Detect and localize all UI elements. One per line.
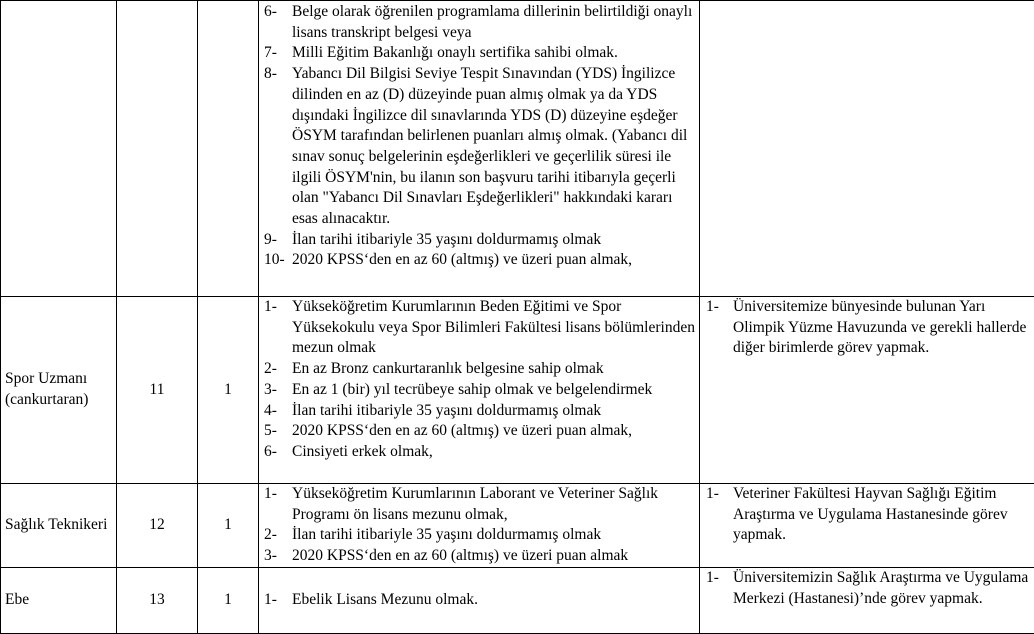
duties-cell [700,484,1034,568]
list-item: 1- Yükseköğretim Kurumlarının Laborant ve Veteriner Sağlık Programı ön lisans mezunu olmak, [259,484,699,525]
list-item: 9- İlan tarihi itibariyle 35 yaşını doldurmamış olmak [259,230,699,251]
position-count-cell: 1 [198,568,259,634]
position-code-cell: 13 [117,568,198,634]
position-code-cell: 11 [117,297,198,484]
table-row [1,1,1034,297]
list-item: 1- Üniversitemize bünyesinde bulunan Yarı Olimpik Yüzme Havuzunda ve gerekli hallerde diğer birimlerde görev yapmak. [700,297,1034,359]
duties-cell [700,568,1034,634]
list-item: 10- 2020 KPSS‘den en az 60 (altmış) ve üzeri puan almak, [259,250,699,271]
requirements-cell [259,484,700,568]
list-item: 4- İlan tarihi itibariyle 35 yaşını doldurmamış olmak [259,401,699,422]
position-title-cell [1,1,117,297]
position-code-cell [117,1,198,297]
requirements-cell [259,1,700,297]
position-count-cell: 1 [198,297,259,484]
position-title-cell: Ebe [1,568,117,634]
duties-cell [700,1,1034,297]
position-title-cell: Spor Uzmanı (cankurtaran) [1,297,117,484]
list-item: 1- Veteriner Fakültesi Hayvan Sağlığı Eğitim Araştırma ve Uygulama Hastanesinde görev yapmak. [700,484,1034,546]
requirements-cell [259,297,700,484]
list-item: 7- Milli Eğitim Bakanlığı onaylı sertifika sahibi olmak. [259,43,699,64]
list-item: 1- Üniversitemizin Sağlık Araştırma ve Uygulama Merkezi (Hastanesi)’nde görev yapmak. [700,568,1034,609]
table-row [1,297,1034,484]
table-row [1,568,1034,634]
position-title-cell: Sağlık Teknikeri [1,484,117,568]
list-item: 8- Yabancı Dil Bilgisi Seviye Tespit Sınavından (YDS) İngilizce dilinden en az (D) düzeyinde puan almış olmak ya da YDS dışındaki İngilizce dil sınavlarında YDS (D) düzeyine eşdeğer ÖSYM tarafından belirlenen puanları almış olmak. (Yabancı dil sınav sonuç belgelerinin eşdeğerlikleri ve geçerlilik süresi ile ilgili ÖSYM'nin, bu ilanın son başvuru tarihi itibarıyla geçerli olan "Yabancı Dil Sınavları Eşdeğerlikleri" hakkındaki kararı esas alınacaktır. [259,64,699,230]
position-count-cell [198,1,259,297]
list-item: 2- İlan tarihi itibariyle 35 yaşını doldurmamış olmak [259,525,699,546]
duties-cell [700,297,1034,484]
requirements-cell [259,568,700,634]
list-item: 6- Cinsiyeti erkek olmak, [259,442,699,463]
position-count-cell: 1 [198,484,259,568]
list-item: 5- 2020 KPSS‘den en az 60 (altmış) ve üzeri puan almak, [259,421,699,442]
list-item: 1- Yükseköğretim Kurumlarının Beden Eğitimi ve Spor Yüksekokulu veya Spor Bilimleri Fakültesi lisans bölümlerinden mezun olmak [259,297,699,359]
list-item: 3- En az 1 (bir) yıl tecrübeye sahip olmak ve belgelendirmek [259,380,699,401]
list-item: 2- En az Bronz cankurtaranlık belgesine sahip olmak [259,359,699,380]
list-item: 3- 2020 KPSS‘den en az 60 (altmış) ve üzeri puan almak [259,546,699,567]
list-item: 6- Belge olarak öğrenilen programlama dillerinin belirtildiği onaylı lisans transkript belgesi veya [259,2,699,43]
table-row [1,484,1034,568]
list-item: 1- Ebelik Lisans Mezunu olmak. [259,590,699,611]
position-code-cell: 12 [117,484,198,568]
